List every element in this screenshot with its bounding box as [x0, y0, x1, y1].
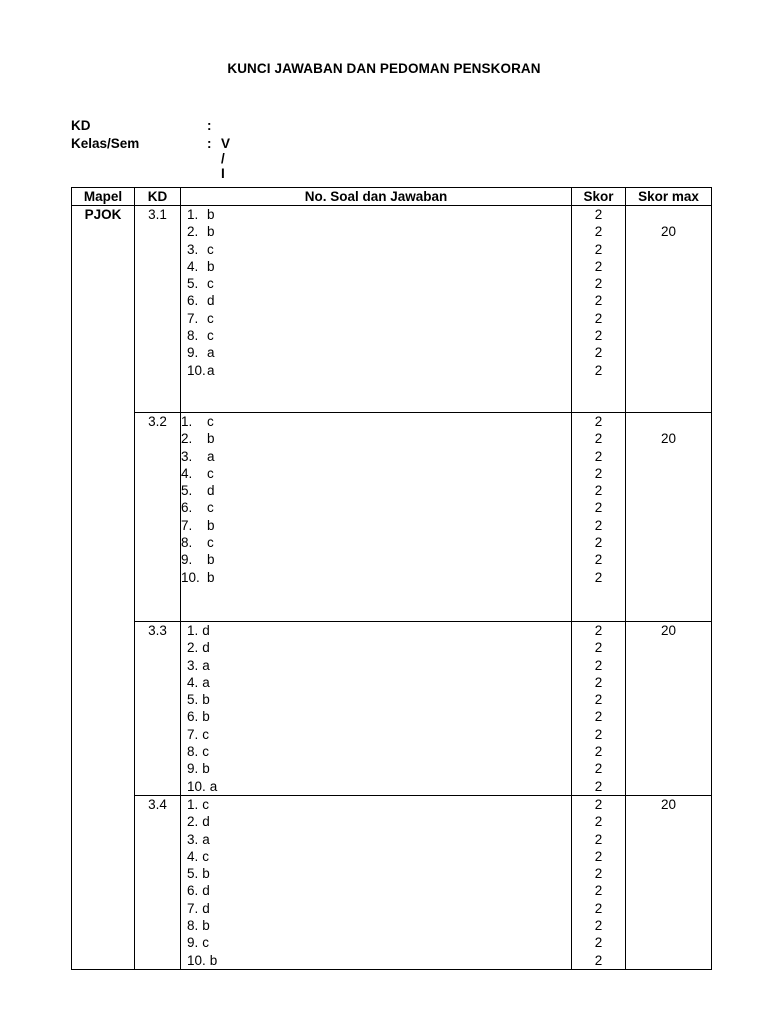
answers-cell [181, 795, 572, 969]
score-value: 2 [594, 465, 603, 481]
score-value: 2 [594, 535, 603, 551]
answer-letter: d [202, 640, 210, 656]
answers-cell [181, 206, 572, 413]
answer-number: 6. [187, 883, 199, 899]
header-skor-max: Skor max [626, 188, 712, 206]
answer-letter: b [202, 918, 210, 934]
answer-item [187, 258, 571, 275]
header-no-soal-jawaban: No. Soal dan Jawaban [181, 188, 572, 206]
answer-letter: b [207, 569, 215, 585]
answer-letter: d [207, 293, 215, 309]
answer-letter: c [207, 328, 214, 344]
score-value: 2 [594, 500, 603, 516]
skor-cell [572, 795, 626, 969]
answer-letter: b [209, 952, 218, 968]
answer-letter: b [202, 709, 210, 725]
score-value: 2 [594, 483, 603, 499]
answer-item [187, 743, 571, 760]
answer-item [181, 534, 571, 551]
score-value: 2 [594, 744, 603, 760]
score-value: 2 [594, 709, 603, 725]
kelas-colon: : [207, 136, 212, 151]
answer-item [187, 327, 571, 344]
answer-letter: c [202, 796, 210, 812]
answer-item [187, 778, 571, 795]
answer-number: 10. [187, 778, 206, 794]
score-value: 2 [594, 674, 603, 690]
answer-letter: b [202, 692, 210, 708]
answers-cell [181, 413, 572, 622]
score-value: 2 [594, 258, 603, 274]
score-value: 2 [594, 293, 603, 309]
answer-number: 3. [187, 831, 199, 847]
answer-letter: a [209, 778, 218, 794]
answer-number: 9. [187, 345, 199, 361]
answer-letter: b [202, 761, 210, 777]
answer-number: 4. [187, 848, 199, 864]
answer-item [181, 482, 571, 499]
score-value: 2 [594, 726, 603, 742]
answer-letter: a [202, 674, 210, 690]
answer-item [187, 865, 571, 882]
answer-number: 4. [187, 674, 199, 690]
answer-item [181, 569, 571, 586]
score-value: 2 [594, 952, 603, 968]
score-value: 2 [594, 517, 603, 533]
skor-cell [572, 413, 626, 622]
kelas-value: V / I [221, 136, 231, 181]
score-value: 2 [594, 866, 603, 882]
answer-number: 4. [187, 258, 199, 274]
score-value: 2 [594, 448, 603, 464]
kelas-label: Kelas/Sem [71, 136, 140, 151]
score-value: 2 [594, 207, 603, 222]
kd-cell: 3.1 [135, 206, 181, 413]
answer-number: 5. [187, 866, 199, 882]
answer-number: 2. [187, 640, 199, 656]
score-value: 2 [594, 569, 603, 585]
answer-letter: c [202, 726, 210, 742]
score-value: 2 [594, 623, 603, 638]
header-mapel: Mapel [72, 188, 135, 206]
score-value: 2 [594, 224, 603, 240]
score-value: 2 [594, 778, 603, 794]
answer-item [187, 639, 571, 656]
answer-item [187, 206, 571, 223]
table-row [72, 795, 712, 969]
answer-letter: b [207, 258, 215, 274]
answer-number: 6. [187, 709, 199, 725]
answers-cell [181, 622, 572, 796]
answer-number: 2. [187, 814, 199, 830]
answer-number: 4. [181, 465, 193, 481]
kd-colon: : [207, 118, 212, 133]
answer-item [181, 499, 571, 516]
table-header-row [72, 188, 712, 206]
answer-number: 7. [187, 900, 199, 916]
score-value: 2 [594, 328, 603, 344]
answer-item [187, 848, 571, 865]
answer-number: 9. [181, 552, 193, 568]
answer-item [181, 448, 571, 465]
skor-max-value: 20 [660, 796, 677, 812]
answer-item [187, 900, 571, 917]
answer-number: 8. [187, 918, 199, 934]
answer-item [181, 465, 571, 482]
answer-letter: b [207, 207, 215, 222]
answer-item [187, 362, 571, 379]
score-value: 2 [594, 796, 603, 812]
answer-number: 2. [181, 431, 193, 447]
answer-item [181, 413, 571, 430]
answer-letter: c [202, 848, 210, 864]
answer-number: 5. [181, 483, 193, 499]
answer-number: 9. [187, 761, 199, 777]
answer-letter: c [207, 465, 214, 481]
answer-letter: d [202, 814, 210, 830]
score-value: 2 [594, 935, 603, 951]
answer-letter: d [202, 900, 210, 916]
answer-number: 5. [187, 692, 199, 708]
answer-letter: b [207, 552, 215, 568]
skor-max-value: 20 [660, 431, 677, 447]
score-value: 2 [594, 640, 603, 656]
score-value: 2 [594, 883, 603, 899]
score-value: 2 [594, 831, 603, 847]
skor-max-cell [626, 413, 712, 622]
score-value: 2 [594, 918, 603, 934]
answer-item [187, 310, 571, 327]
answer-item [187, 344, 571, 361]
skor-cell [572, 206, 626, 413]
kd-cell: 3.3 [135, 622, 181, 796]
score-value: 2 [594, 414, 603, 429]
answer-letter: a [202, 831, 210, 847]
table-row [72, 206, 712, 413]
answer-item [187, 726, 571, 743]
score-value: 2 [594, 310, 603, 326]
answer-letter: c [207, 414, 214, 429]
answer-letter: c [202, 744, 210, 760]
table-row [72, 413, 712, 622]
answer-number: 8. [187, 328, 199, 344]
answer-letter: c [207, 535, 214, 551]
kd-cell: 3.2 [135, 413, 181, 622]
kd-cell: 3.4 [135, 795, 181, 969]
kd-label: KD [71, 118, 91, 133]
score-value: 2 [594, 657, 603, 673]
answer-letter: b [207, 517, 215, 533]
answer-letter: c [207, 310, 214, 326]
score-value: 2 [594, 362, 603, 378]
answer-letter: a [207, 345, 215, 361]
answer-letter: c [202, 935, 210, 951]
answer-item [187, 813, 571, 830]
answer-number: 10. [181, 569, 200, 585]
answer-number: 2. [187, 224, 199, 240]
skor-max-cell [626, 622, 712, 796]
skor-max-cell [626, 795, 712, 969]
score-value: 2 [594, 345, 603, 361]
document-title: KUNCI JAWABAN DAN PEDOMAN PENSKORAN [227, 61, 541, 76]
answer-item [187, 241, 571, 258]
skor-cell [572, 622, 626, 796]
score-value: 2 [594, 431, 603, 447]
answer-number: 3. [187, 241, 199, 257]
answer-item [187, 292, 571, 309]
answer-number: 8. [181, 535, 193, 551]
answer-letter: a [207, 448, 215, 464]
answer-item [181, 551, 571, 568]
answer-item [187, 934, 571, 951]
answer-letter: b [207, 224, 215, 240]
answer-letter: a [207, 362, 215, 378]
score-value: 2 [594, 276, 603, 292]
answer-number: 3. [187, 657, 199, 673]
answer-letter: c [207, 500, 214, 516]
score-value: 2 [594, 692, 603, 708]
skor-max-value: 20 [660, 623, 677, 638]
score-value: 2 [594, 241, 603, 257]
skor-max-value: 20 [660, 224, 677, 240]
answer-item [187, 760, 571, 777]
header-skor: Skor [572, 188, 626, 206]
answer-key-table [71, 187, 712, 970]
answer-item [181, 517, 571, 534]
answer-letter: b [207, 431, 215, 447]
answer-number: 10. [187, 362, 206, 378]
answer-letter: d [202, 883, 210, 899]
skor-max-cell [626, 206, 712, 413]
table-row [72, 622, 712, 796]
answer-item [187, 622, 571, 639]
answer-number: 1. [187, 623, 199, 638]
answer-number: 6. [187, 293, 199, 309]
answer-item [187, 882, 571, 899]
answer-number: 5. [187, 276, 199, 292]
score-value: 2 [594, 848, 603, 864]
answer-item [187, 831, 571, 848]
answer-item [187, 275, 571, 292]
answer-number: 7. [181, 517, 193, 533]
answer-number: 1. [187, 796, 199, 812]
score-value: 2 [594, 814, 603, 830]
answer-number: 10. [187, 952, 206, 968]
answer-letter: c [207, 241, 214, 257]
answer-letter: a [202, 657, 210, 673]
score-value: 2 [594, 761, 603, 777]
answer-number: 3. [181, 448, 193, 464]
answer-item [187, 223, 571, 240]
answer-number: 7. [187, 726, 199, 742]
header-kd: KD [135, 188, 181, 206]
mapel-cell: PJOK [72, 206, 135, 970]
answer-letter: d [207, 483, 215, 499]
answer-item [181, 430, 571, 447]
answer-number: 1. [187, 207, 199, 222]
answer-number: 1. [181, 414, 193, 429]
answer-letter: c [207, 276, 214, 292]
answer-number: 9. [187, 935, 199, 951]
answer-letter: d [202, 623, 210, 638]
answer-item [187, 691, 571, 708]
answer-number: 7. [187, 310, 199, 326]
score-value: 2 [594, 552, 603, 568]
answer-item [187, 708, 571, 725]
answer-letter: b [202, 866, 210, 882]
answer-item [187, 674, 571, 691]
answer-item [187, 952, 571, 969]
answer-item [187, 657, 571, 674]
answer-number: 8. [187, 744, 199, 760]
score-value: 2 [594, 900, 603, 916]
answer-number: 6. [181, 500, 193, 516]
answer-item [187, 796, 571, 813]
answer-item [187, 917, 571, 934]
